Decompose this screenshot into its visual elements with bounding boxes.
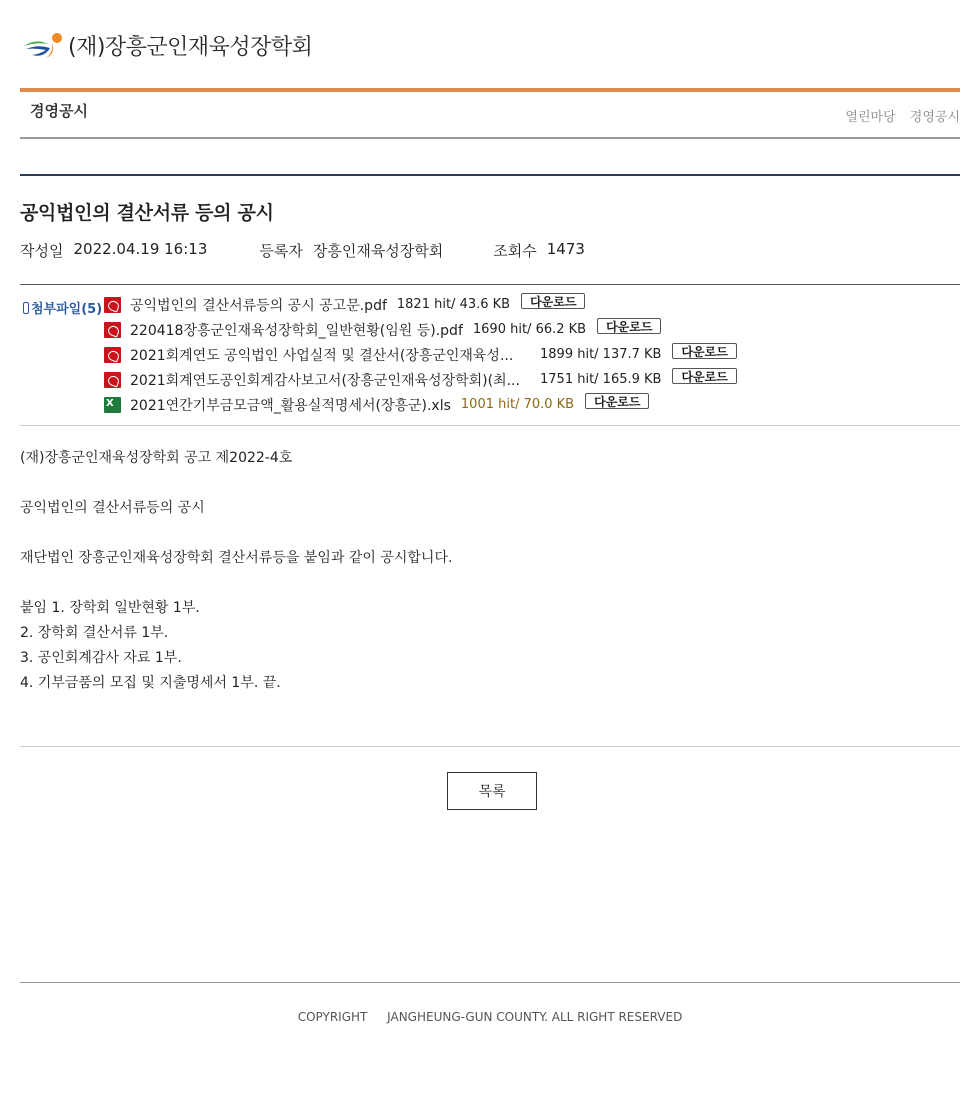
- body-line: 공익법인의 결산서류등의 공시: [20, 500, 205, 516]
- download-button[interactable]: 다운로드: [585, 393, 649, 409]
- attachment-size: 1821 hit/ 43.6 KB: [396, 297, 511, 312]
- paperclip-icon: [23, 302, 29, 314]
- body-line: 4. 기부금품의 모집 및 지출명세서 1부. 끝.: [20, 675, 281, 691]
- download-button[interactable]: 다운로드: [672, 343, 736, 359]
- attachment-size: 1751 hit/ 165.9 KB: [540, 372, 662, 387]
- excel-icon: [104, 397, 121, 413]
- body-line: [20, 521, 452, 546]
- download-button[interactable]: 다운로드: [597, 318, 661, 334]
- divider: [20, 425, 960, 426]
- attachment-filename[interactable]: 2021연간기부금모금액_활용실적명세서(장흥군).xls: [130, 397, 451, 414]
- attachment-item: [104, 342, 904, 367]
- attachment-size: 1690 hit/ 66.2 KB: [472, 322, 587, 337]
- post-body: [20, 446, 452, 696]
- attachment-size: 1899 hit/ 137.7 KB: [540, 347, 662, 362]
- pdf-icon: [104, 297, 121, 313]
- download-button[interactable]: 다운로드: [672, 368, 736, 384]
- post-date: 2022.04.19 16:13: [73, 240, 208, 258]
- attachment-filename[interactable]: 220418장흥군인재육성장학회_일반현황(임원 등).pdf: [130, 322, 463, 339]
- attachment-filename[interactable]: 2021회계연도 공익법인 사업실적 및 결산서(장흥군인재육성...: [130, 347, 514, 364]
- attachment-list: [104, 292, 904, 417]
- body-line: (재)장흥군인재육성장학회 공고 제2022-4호: [20, 450, 293, 466]
- body-line: [20, 571, 452, 596]
- attachment-item: [104, 317, 904, 342]
- attachment-item: [104, 292, 904, 317]
- pdf-icon: [104, 347, 121, 363]
- divider: [20, 746, 960, 747]
- date-label: 작성일: [20, 242, 64, 260]
- footer-owner: JANGHEUNG-GUN COUNTY. ALL RIGHT RESERVED: [387, 1010, 683, 1024]
- breadcrumb-item-open-madang[interactable]: 열린마당: [845, 110, 896, 125]
- divider: [20, 137, 960, 139]
- body-line: 2. 장학회 결산서류 1부.: [20, 625, 169, 641]
- post-title: 공익법인의 결산서류 등의 공시: [20, 202, 274, 224]
- breadcrumb-item-management[interactable]: 경영공시: [909, 110, 960, 125]
- body-line: 3. 공인회계감사 자료 1부.: [20, 650, 182, 666]
- attachment-size: 1001 hit/ 70.0 KB: [460, 397, 575, 412]
- body-line: [20, 471, 452, 496]
- header-accent-bar: [20, 88, 960, 92]
- attachment-item: [104, 367, 904, 392]
- body-line: 붙임 1. 장학회 일반현황 1부.: [20, 600, 200, 616]
- footer-copyright: COPYRIGHT: [297, 1010, 368, 1024]
- attachments-label: [23, 298, 102, 317]
- download-button[interactable]: 다운로드: [521, 293, 585, 309]
- post-author: 장흥인재육성장학회: [312, 242, 444, 260]
- section-title: 경영공시: [30, 102, 88, 120]
- logo-icon: [22, 30, 64, 60]
- author-label: 등록자: [259, 242, 303, 260]
- attachment-item: [104, 392, 904, 417]
- divider: [20, 174, 960, 176]
- pdf-icon: [104, 322, 121, 338]
- attachment-filename[interactable]: 공익법인의 결산서류등의 공시 공고문.pdf: [130, 297, 387, 314]
- footer: [0, 1010, 980, 1024]
- attachment-filename[interactable]: 2021회계연도공인회계감사보고서(장흥군인재육성장학회)(최...: [130, 372, 520, 389]
- body-line: 재단법인 장흥군인재육성장학회 결산서류등을 붙임과 같이 공시합니다.: [20, 550, 453, 566]
- pdf-icon: [104, 372, 121, 388]
- list-button[interactable]: 목록: [447, 772, 537, 810]
- divider: [20, 982, 960, 983]
- views-label: 조회수: [493, 242, 537, 260]
- site-logo[interactable]: [22, 30, 312, 60]
- post-meta: [20, 240, 635, 261]
- logo-text: (재)장흥군인재육성장학회: [68, 34, 313, 60]
- post-views: 1473: [546, 240, 585, 258]
- divider: [20, 284, 960, 285]
- attachments-count: 첨부파일(5): [31, 302, 103, 317]
- breadcrumb: [835, 106, 960, 125]
